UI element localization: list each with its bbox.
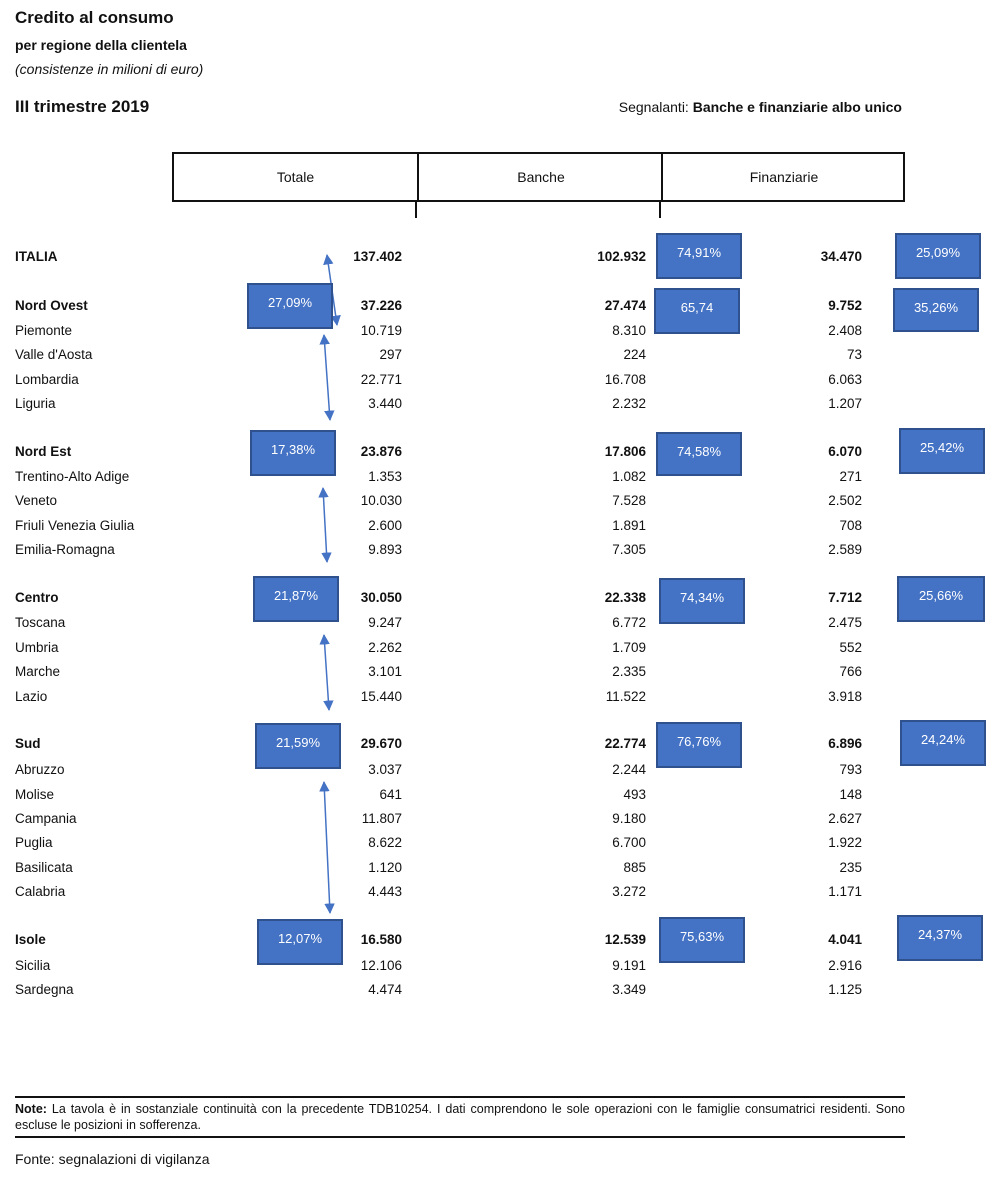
source-note: Fonte: segnalazioni di vigilanza: [15, 1151, 210, 1167]
row-label: Sicilia: [15, 958, 51, 973]
cell-finanziarie: 793: [839, 762, 862, 777]
cell-finanziarie: 2.502: [828, 493, 862, 508]
cell-totale: 3.440: [368, 396, 402, 411]
annotation-nordovest-banche: 65,74: [654, 288, 740, 334]
row-label: Lazio: [15, 689, 48, 704]
unit-note: (consistenze in milioni di euro): [15, 61, 204, 77]
cell-banche: 6.772: [612, 615, 646, 630]
cell-finanziarie: 148: [839, 787, 862, 802]
annotation-isole-finanziarie: 24,37%: [897, 915, 983, 961]
row-label: Piemonte: [15, 323, 73, 338]
cell-banche: 11.522: [605, 689, 646, 704]
cell-banche: 7.528: [612, 493, 646, 508]
cell-finanziarie: 1.171: [828, 884, 862, 899]
cell-totale: 29.670: [360, 736, 402, 751]
page-title: Credito al consumo: [15, 8, 174, 27]
annotation-nordovest-totale: 27,09%: [247, 283, 333, 329]
cell-finanziarie: 1.922: [828, 835, 862, 850]
reporters-label: Segnalanti:: [618, 99, 689, 115]
cell-totale: 23.876: [360, 444, 402, 459]
row-label: Abruzzo: [15, 762, 65, 777]
cell-totale: 10.719: [360, 323, 402, 338]
cell-banche: 9.191: [612, 958, 646, 973]
cell-totale: 3.101: [368, 664, 402, 679]
cell-finanziarie: 2.916: [828, 958, 862, 973]
cell-totale: 16.580: [360, 932, 402, 947]
cell-banche: 2.244: [612, 762, 646, 777]
cell-totale: 1.120: [368, 860, 402, 875]
cell-banche: 22.338: [604, 590, 646, 605]
annotation-nordest-finanziarie: 25,42%: [899, 428, 985, 474]
annotation-centro-banche: 74,34%: [659, 578, 745, 624]
cell-banche: 2.232: [612, 396, 646, 411]
cell-finanziarie: 766: [839, 664, 862, 679]
cell-totale: 9.893: [368, 542, 402, 557]
cell-banche: 885: [623, 860, 646, 875]
annotation-centro-finanziarie: 25,66%: [897, 576, 985, 622]
cell-totale: 22.771: [360, 372, 402, 387]
arrow-centro-regions: [324, 635, 329, 710]
cell-banche: 8.310: [612, 323, 646, 338]
cell-totale: 1.353: [368, 469, 402, 484]
cell-totale: 4.443: [368, 884, 402, 899]
cell-finanziarie: 1.125: [828, 982, 862, 997]
row-label: Isole: [15, 932, 46, 947]
annotation-nordovest-finanziarie: 35,26%: [893, 288, 979, 332]
cell-totale: 15.440: [360, 689, 402, 704]
cell-banche: 27.474: [604, 298, 646, 313]
cell-finanziarie: 271: [839, 469, 862, 484]
cell-finanziarie: 3.918: [828, 689, 862, 704]
column-header-finanziarie: Finanziarie: [661, 154, 905, 200]
row-label: Centro: [15, 590, 59, 605]
period-label: III trimestre 2019: [15, 97, 150, 116]
row-label: Toscana: [15, 615, 66, 630]
row-label: Friuli Venezia Giulia: [15, 518, 135, 533]
note-text: La tavola è in sostanziale continuità con la precedente TDB10254. I dati comprendono le sole operazioni con le famiglie consumatrici residenti. Sono escluse le posizioni in sofferenza.: [15, 1102, 905, 1132]
row-label: Nord Ovest: [15, 298, 88, 313]
arrow-nordest-regions: [323, 488, 327, 562]
cell-finanziarie: 9.752: [828, 298, 862, 313]
row-label: Trentino-Alto Adige: [15, 469, 130, 484]
row-label: Molise: [15, 787, 55, 802]
row-label: Sardegna: [15, 982, 74, 997]
note-label: Note:: [15, 1102, 47, 1116]
reporters-value: Banche e finanziarie albo unico: [692, 99, 902, 115]
cell-finanziarie: 1.207: [828, 396, 862, 411]
cell-totale: 2.600: [368, 518, 402, 533]
cell-banche: 6.700: [612, 835, 646, 850]
annotation-centro-totale: 21,87%: [253, 576, 339, 622]
row-label: Calabria: [15, 884, 66, 899]
cell-totale: 37.226: [360, 298, 402, 313]
cell-banche: 9.180: [612, 811, 646, 826]
cell-banche: 16.708: [604, 372, 646, 387]
column-header-banche: Banche: [417, 154, 663, 200]
row-label: Emilia-Romagna: [15, 542, 115, 557]
cell-banche: 3.272: [612, 884, 646, 899]
cell-banche: 22.774: [604, 736, 646, 751]
cell-banche: 3.349: [612, 982, 646, 997]
cell-finanziarie: 708: [839, 518, 862, 533]
row-label: Puglia: [15, 835, 53, 850]
annotation-isole-totale: 12,07%: [257, 919, 343, 965]
cell-banche: 2.335: [612, 664, 646, 679]
cell-finanziarie: 2.408: [828, 323, 862, 338]
annotation-sud-totale: 21,59%: [255, 723, 341, 769]
cell-finanziarie: 7.712: [828, 590, 862, 605]
cell-finanziarie: 552: [839, 640, 862, 655]
row-label: Basilicata: [15, 860, 73, 875]
cell-totale: 4.474: [368, 982, 402, 997]
cell-banche: 1.891: [612, 518, 646, 533]
cell-banche: 1.709: [612, 640, 646, 655]
row-label: Veneto: [15, 493, 58, 508]
annotation-sud-banche: 76,76%: [656, 722, 742, 768]
annotation-nordest-banche: 74,58%: [656, 432, 742, 476]
row-label: Nord Est: [15, 444, 72, 459]
cell-finanziarie: 6.063: [828, 372, 862, 387]
row-label: Marche: [15, 664, 61, 679]
cell-finanziarie: 2.627: [828, 811, 862, 826]
cell-totale: 137.402: [353, 249, 402, 264]
row-label: Lombardia: [15, 372, 79, 387]
note-divider-top: [15, 1096, 905, 1098]
cell-finanziarie: 34.470: [820, 249, 862, 264]
arrow-sud-regions: [324, 782, 330, 913]
annotation-italia-finanziarie: 25,09%: [895, 233, 981, 279]
note-divider-bottom: [15, 1136, 905, 1138]
annotation-sud-finanziarie: 24,24%: [900, 720, 986, 766]
cell-totale: 3.037: [368, 762, 402, 777]
cell-totale: 641: [379, 787, 402, 802]
annotation-isole-banche: 75,63%: [659, 917, 745, 963]
cell-finanziarie: 4.041: [828, 932, 862, 947]
row-label: Umbria: [15, 640, 59, 655]
row-label: Liguria: [15, 396, 56, 411]
annotation-nordest-totale: 17,38%: [250, 430, 336, 476]
note-block: [15, 1101, 905, 1133]
cell-finanziarie: 2.589: [828, 542, 862, 557]
row-label: Campania: [15, 811, 77, 826]
column-header-totale: Totale: [276, 169, 315, 185]
cell-finanziarie: 73: [846, 347, 862, 362]
cell-banche: 17.806: [604, 444, 646, 459]
row-label: Valle d'Aosta: [15, 347, 93, 362]
cell-banche: 102.932: [597, 249, 646, 264]
annotation-italia-banche: 74,91%: [656, 233, 742, 279]
cell-banche: 493: [623, 787, 646, 802]
cell-totale: 10.030: [360, 493, 402, 508]
page-subtitle: per regione della clientela: [15, 37, 187, 53]
cell-totale: 11.807: [361, 811, 402, 826]
cell-totale: 2.262: [368, 640, 402, 655]
cell-finanziarie: 235: [839, 860, 862, 875]
row-label: Sud: [15, 736, 41, 751]
cell-totale: 12.106: [360, 958, 402, 973]
cell-finanziarie: 6.070: [828, 444, 862, 459]
cell-banche: 1.082: [612, 469, 646, 484]
row-label: ITALIA: [15, 249, 58, 264]
cell-totale: 9.247: [368, 615, 402, 630]
cell-banche: 7.305: [612, 542, 646, 557]
cell-finanziarie: 2.475: [828, 615, 862, 630]
cell-totale: 8.622: [368, 835, 402, 850]
cell-banche: 224: [623, 347, 646, 362]
cell-finanziarie: 6.896: [828, 736, 862, 751]
cell-totale: 297: [379, 347, 402, 362]
cell-totale: 30.050: [360, 590, 402, 605]
arrow-nordovest-regions: [324, 335, 330, 420]
cell-banche: 12.539: [604, 932, 646, 947]
